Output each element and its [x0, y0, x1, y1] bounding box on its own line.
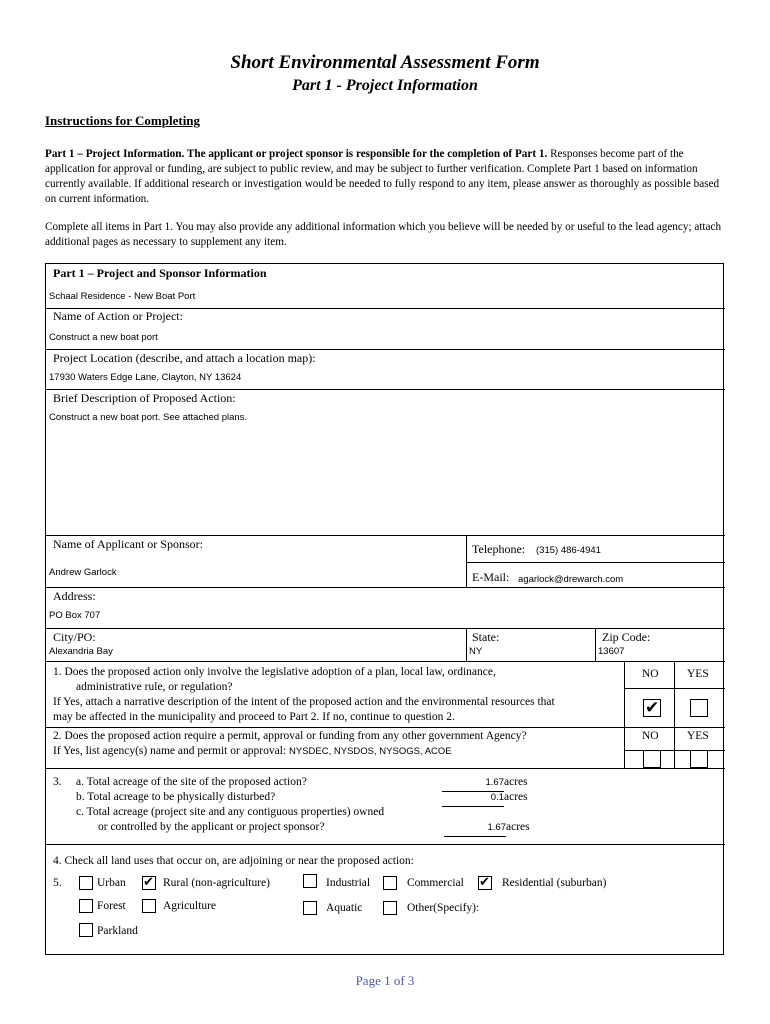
section-heading: Part 1 – Project and Sponsor Information	[53, 266, 267, 280]
question-2-yes-label: YES	[687, 730, 709, 742]
commercial-checkbox[interactable]	[383, 876, 397, 890]
instructions-p1-bold: Part 1 – Project Information. The applicant or project sponsor is responsible for the completion of Part 1.	[45, 148, 548, 160]
check-mark-icon: ✔	[479, 875, 490, 890]
question-1-no-label: NO	[642, 668, 659, 680]
agriculture-label: Agriculture	[163, 900, 217, 912]
question-1-no-checkbox[interactable]	[643, 699, 661, 717]
other-label: Other(Specify):	[407, 902, 480, 914]
question-1-yes-checkbox[interactable]	[690, 699, 708, 717]
location-label: Project Location (describe, and attach a location map):	[53, 351, 316, 365]
acres-unit: acres	[504, 776, 528, 788]
description-label: Brief Description of Proposed Action:	[53, 391, 236, 405]
telephone-value[interactable]: (315) 486-4941	[536, 545, 601, 556]
question-3a-value[interactable]: 1.67	[442, 776, 504, 792]
acres-unit: acres	[506, 821, 530, 833]
rural-checkbox[interactable]	[142, 876, 156, 890]
zip-label: Zip Code:	[602, 630, 651, 644]
page-number: Page 1 of 3	[355, 973, 415, 988]
parkland-label: Parkland	[97, 925, 138, 937]
question-2-no-label: NO	[642, 730, 659, 742]
forest-checkbox[interactable]	[79, 899, 93, 913]
question-3c-answer	[444, 820, 530, 837]
forest-label: Forest	[97, 900, 126, 912]
state-label: State:	[472, 630, 500, 644]
description-value[interactable]: Construct a new boat port. See attached plans.	[49, 412, 248, 423]
question-1-line-2: administrative rule, or regulation?	[76, 681, 233, 693]
question-1-line-4: may be affected in the municipality and proceed to Part 2. If no, continue to question 2.	[53, 711, 455, 723]
question-1-line-3: If Yes, attach a narrative description of the intent of the proposed action and the environmental resources that	[53, 696, 555, 708]
question-2-no-checkbox[interactable]	[643, 750, 661, 768]
state-value[interactable]: NY	[469, 646, 483, 657]
instructions-paragraph-1	[45, 147, 725, 207]
question-3-number: 3.	[53, 776, 62, 788]
question-3b-label: b. Total acreage to be physically disturbed?	[76, 791, 276, 803]
address-value[interactable]: PO Box 707	[49, 610, 101, 621]
applicant-label: Name of Applicant or Sponsor:	[53, 537, 203, 551]
question-2-agencies-value[interactable]: NYSDEC, NYSDOS, NYSOGS, ACOE	[289, 746, 452, 757]
question-3c-line-2: or controlled by the applicant or project sponsor?	[98, 821, 325, 833]
instructions-paragraph-2: Complete all items in Part 1. You may also provide any additional information which you believe will be needed by or useful to the lead agency; attach additional pages as necessary to supplement any item.	[45, 221, 722, 248]
commercial-label: Commercial	[407, 877, 464, 889]
form-subtitle: Part 1 - Project Information	[292, 77, 478, 94]
aquatic-checkbox[interactable]	[303, 901, 317, 915]
city-value[interactable]: Alexandria Bay	[49, 646, 113, 657]
question-2-yes-checkbox[interactable]	[690, 750, 708, 768]
residential-checkbox[interactable]	[478, 876, 492, 890]
action-value[interactable]: Construct a new boat port	[49, 332, 158, 343]
instructions-p1-rest: Responses become part of the application for approval or funding, are subject to public review, and may be subject to further verification. Complete Part 1 based on information currently available. If additional research or investigation would be needed to fully respond to any item, please answer as thoroughly as possible based on current information.	[45, 148, 720, 205]
question-2-line-1: 2. Does the proposed action require a permit, approval or funding from any other government Agency?	[53, 730, 527, 742]
instructions-heading: Instructions for Completing	[45, 113, 201, 128]
question-1-yes-label: YES	[687, 668, 709, 680]
rural-label: Rural (non-agriculture)	[163, 877, 270, 889]
industrial-label: Industrial	[326, 877, 371, 889]
question-2-line-2	[53, 744, 452, 760]
urban-label: Urban	[97, 877, 126, 889]
action-label: Name of Action or Project:	[53, 309, 183, 323]
agriculture-checkbox[interactable]	[142, 899, 156, 913]
form-title: Short Environmental Assessment Form	[230, 52, 540, 73]
acres-unit: acres	[504, 791, 528, 803]
question-5-number: 5.	[53, 877, 62, 889]
check-mark-icon: ✔	[645, 698, 660, 718]
applicant-value[interactable]: Andrew Garlock	[49, 567, 117, 578]
question-3b-value[interactable]: 0.1	[442, 791, 504, 807]
question-3c-value[interactable]: 1.67	[444, 821, 506, 837]
residential-label: Residential (suburban)	[502, 877, 607, 889]
address-label: Address:	[53, 589, 96, 603]
urban-checkbox[interactable]	[79, 876, 93, 890]
question-2-prompt: If Yes, list agency(s) name and permit or approval:	[53, 745, 287, 757]
other-checkbox[interactable]	[383, 901, 397, 915]
question-3c-line-1: c. Total acreage (project site and any contiguous properties) owned	[76, 806, 385, 818]
project-information-form	[45, 263, 724, 955]
parkland-checkbox[interactable]	[79, 923, 93, 937]
industrial-checkbox[interactable]	[303, 874, 317, 888]
question-3b-answer	[442, 790, 528, 807]
zip-value[interactable]: 13607	[598, 646, 625, 657]
project-name-value[interactable]: Schaal Residence - New Boat Port	[49, 291, 196, 302]
location-value[interactable]: 17930 Waters Edge Lane, Clayton, NY 13624	[49, 372, 242, 383]
question-4-label: 4. Check all land uses that occur on, are adjoining or near the proposed action:	[53, 855, 414, 867]
question-1-line-1: 1. Does the proposed action only involve the legislative adoption of a plan, local law, ordinance,	[53, 666, 496, 678]
telephone-label: Telephone:	[472, 542, 526, 556]
aquatic-label: Aquatic	[326, 902, 363, 914]
email-label: E-Mail:	[472, 570, 510, 584]
question-3a-label: a. Total acreage of the site of the proposed action?	[76, 776, 307, 788]
email-value[interactable]: agarlock@drewarch.com	[518, 574, 624, 585]
check-mark-icon: ✔	[143, 875, 154, 890]
city-label: City/PO:	[53, 630, 96, 644]
